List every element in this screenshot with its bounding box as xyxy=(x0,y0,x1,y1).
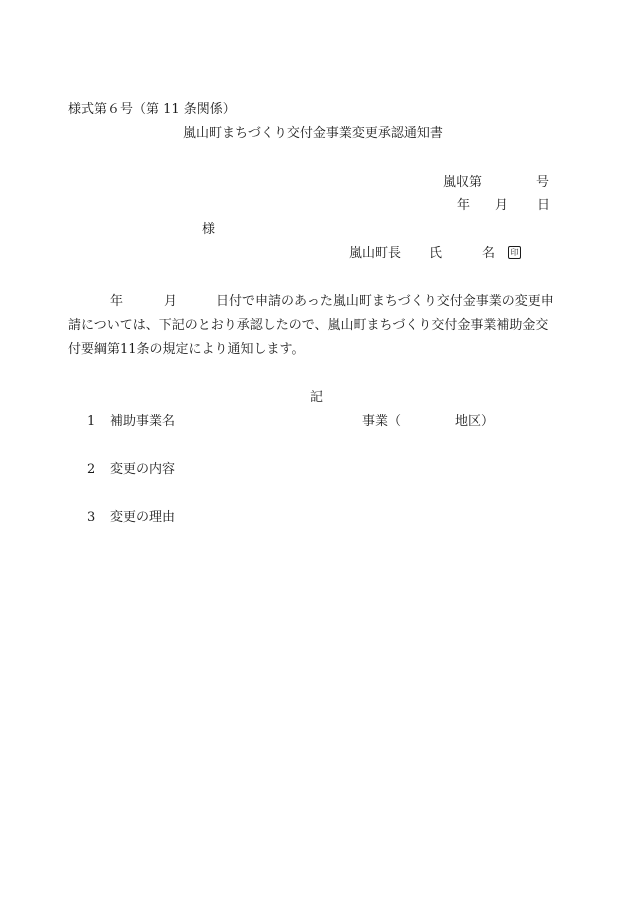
date-month: 月 xyxy=(495,198,509,213)
item-number: 3 xyxy=(87,510,96,525)
seal-label: 印 xyxy=(510,248,519,257)
body-line-3: 付要綱第11条の規定により通知します。 xyxy=(68,342,305,357)
date-day: 日 xyxy=(537,198,551,213)
seal-mark xyxy=(508,246,521,259)
item-jigyo: 事業（ xyxy=(362,414,402,429)
notation-ki: 記 xyxy=(310,390,324,405)
item-label: 変更の理由 xyxy=(110,510,176,525)
body-date-month: 月 xyxy=(164,294,178,309)
sender-name-mei: 名 xyxy=(482,246,496,261)
receipt-suffix: 号 xyxy=(536,175,550,190)
body-date-year: 年 xyxy=(110,294,124,309)
addressee-honorific: 様 xyxy=(202,222,216,237)
receipt-prefix: 嵐収第 xyxy=(443,175,483,190)
sender-name-shi: 氏 xyxy=(429,246,443,261)
form-number: 様式第６号（第 11 条関係） xyxy=(68,102,236,117)
date-year: 年 xyxy=(457,198,471,213)
body-line-1: 日付で申請のあった嵐山町まちづくり交付金事業の変更申 xyxy=(216,294,554,309)
item-number: 2 xyxy=(87,462,96,477)
item-label: 補助事業名 xyxy=(110,414,176,429)
body-line-2: 請については、下記のとおり承認したので、嵐山町まちづくり交付金事業補助金交 xyxy=(68,318,549,333)
sender-title: 嵐山町長 xyxy=(349,246,402,261)
item-number: 1 xyxy=(87,414,96,429)
item-district: 地区） xyxy=(455,414,495,429)
item-label: 変更の内容 xyxy=(110,462,176,477)
document-title: 嵐山町まちづくり交付金事業変更承認通知書 xyxy=(183,126,443,141)
